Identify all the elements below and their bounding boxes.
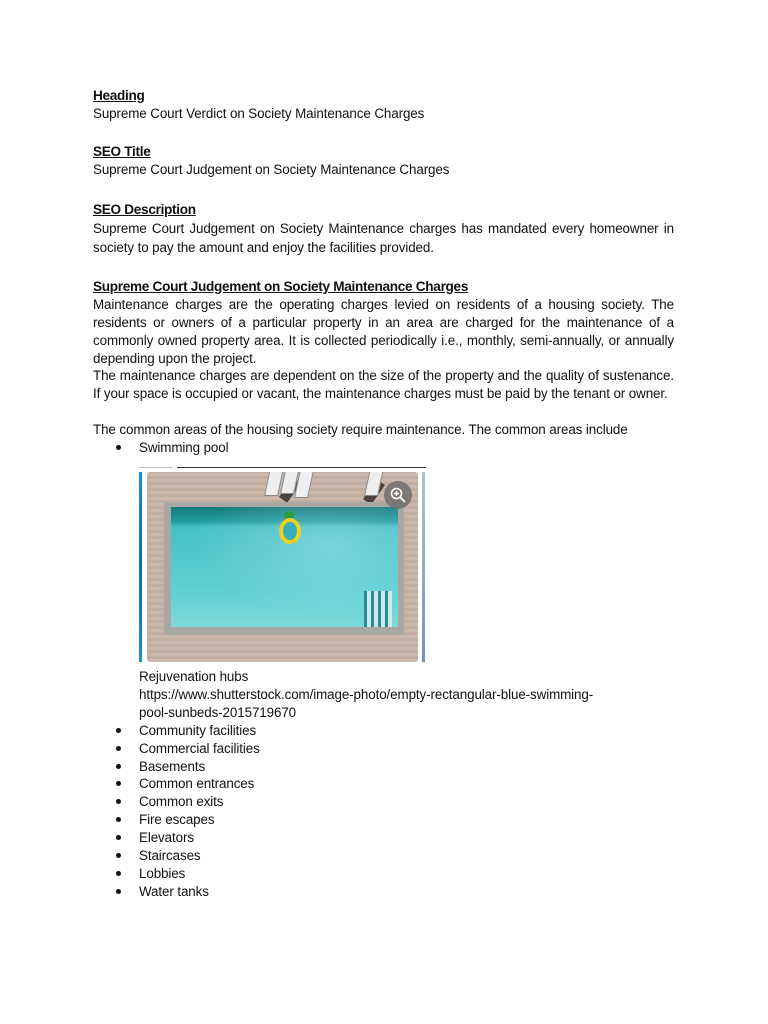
article-title: Supreme Court Judgement on Society Maintenance Charges [93,278,469,294]
figure-border [177,467,426,468]
figure-container [93,467,674,663]
list-item [93,722,674,740]
list-item-label: Fire escapes [139,812,215,828]
seo-description-label: SEO Description [93,201,196,217]
figure-source-url-continued: pool-sunbeds-2015719670 [139,704,297,720]
list-item [93,793,674,811]
figure-caption: Rejuvenation hubs [139,669,249,685]
spacer [93,123,674,142]
list-item-label: Common entrances [139,776,255,792]
bullet-icon [116,746,121,751]
bullet-icon [116,889,121,894]
figure-source-url: https://www.shutterstock.com/image-photo/empty-rectangular-blue-swimming- [139,686,594,702]
bullet-icon [116,799,121,804]
bullet-icon [116,764,121,769]
bullet-icon [116,728,121,733]
spacer [93,179,674,200]
spacer [93,257,674,277]
list-item-label: Community facilities [139,722,257,738]
list-item-label: Lobbies [139,865,186,881]
swimming-pool-image[interactable] [147,472,418,662]
list-item [93,883,674,901]
bullet-icon [116,871,121,876]
article-paragraph-2: The maintenance charges are dependent on the size of the property and the quality of sustenance. If your space is occupied or vacant, the maintenance charges must be paid by the tenant or owner. [93,368,674,402]
common-areas-list [93,722,674,901]
list-item [93,811,674,829]
figure-border [139,467,172,468]
zoom-in-button[interactable] [384,481,412,509]
seo-title-value: Supreme Court Judgement on Society Maintenance Charges [93,161,450,177]
list-item [93,758,674,776]
list-item [93,829,674,847]
list-item-label: Elevators [139,830,194,846]
list-item-label: Water tanks [139,883,209,899]
pineapple-float-leaf [284,511,294,518]
list-item [93,847,674,865]
article-paragraph-1: Maintenance charges are the operating charges levied on residents of a housing society. The residents or owners of a particular property in an area are charged for the maintenance of a commonly owned property area. It is collected periodically i.e., monthly, semi-annually, or annually depending upon the project. [93,296,674,366]
article-paragraph-3: The common areas of the housing society require maintenance. The common areas include [93,422,628,438]
list-item-label: Swimming pool [139,440,229,456]
heading-value: Supreme Court Verdict on Society Maintenance Charges [93,106,425,121]
adjacent-image-strip [139,472,142,662]
document-page [93,86,674,901]
list-item [93,865,674,883]
list-item-label: Commercial facilities [139,740,260,756]
bullet-icon [116,781,121,786]
zoom-in-icon [390,487,406,503]
list-item [93,775,674,793]
seo-description-value: Supreme Court Judgement on Society Maintenance charges has mandated every homeowner in society to pay the amount and enjoy the facilities provided. [93,220,674,255]
spacer [93,403,674,421]
pool-steps [364,591,392,627]
pineapple-float [279,518,301,544]
adjacent-image-strip [422,472,425,662]
list-item [93,439,674,457]
list-item [93,740,674,758]
list-item-label: Common exits [139,794,224,810]
bullet-icon [116,835,121,840]
heading-label: Heading [93,88,145,103]
common-areas-list-top [93,439,674,457]
bullet-icon [116,445,121,450]
bullet-icon [116,817,121,822]
seo-title-label: SEO Title [93,143,151,159]
swimming-pool-figure [139,467,426,663]
list-item-label: Staircases [139,848,201,863]
list-item-label: Basements [139,758,206,774]
bullet-icon [116,853,121,858]
